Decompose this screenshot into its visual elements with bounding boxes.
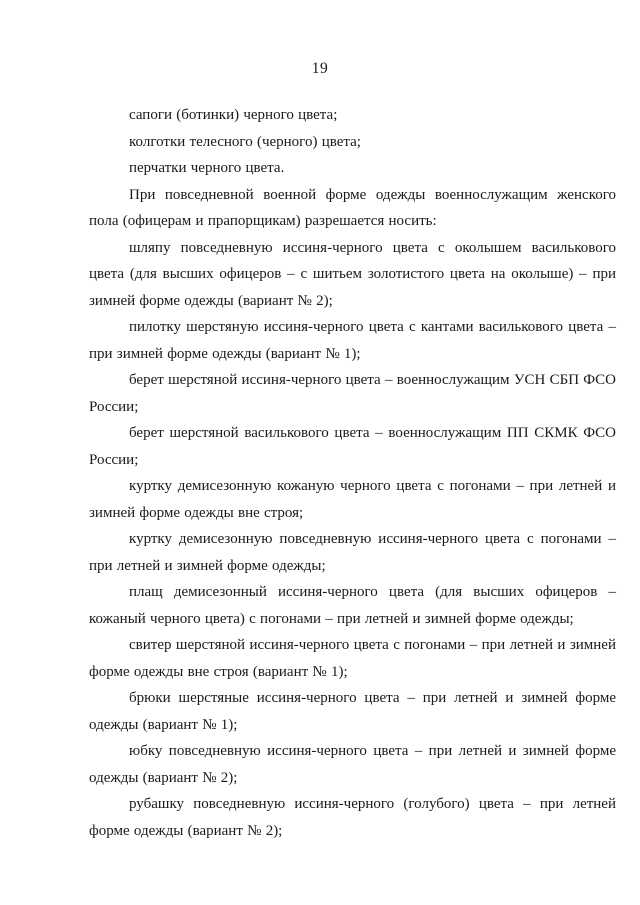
page-number: 19	[311, 60, 329, 77]
list-item-tights: колготки телесного (черного) цвета;	[129, 133, 361, 150]
list-item-beret-cornflower: берет шерстяной василькового цвета – военнослужащим ПП СКМК ФСО России;	[89, 425, 616, 468]
paragraph-intro: При повседневной военной форме одежды военнослужащим женского пола (офицерам и прапорщикам) разрешается носить:	[89, 186, 616, 229]
list-item-leather-jacket: куртку демисезонную кожаную черного цвета с погонами – при летней и зимней форме одежды вне строя;	[89, 478, 616, 521]
document-body	[89, 102, 616, 844]
list-item-shirt: рубашку повседневную иссиня-черного (голубого) цвета – при летней форме одежды (вариант № 2);	[89, 796, 616, 839]
list-item-raincoat: плащ демисезонный иссиня-черного цвета (для высших офицеров – кожаный черного цвета) с погонами – при летней и зимней форме одежды;	[89, 584, 616, 627]
list-item-gloves: перчатки черного цвета.	[129, 160, 285, 176]
list-item-boots: сапоги (ботинки) черного цвета;	[129, 107, 338, 123]
list-item-skirt: юбку повседневную иссиня-черного цвета – при летней и зимней форме одежды (вариант № 2);	[89, 743, 616, 786]
list-item-sweater: свитер шерстяной иссиня-черного цвета с погонами – при летней и зимней форме одежды вне строя (вариант № 1);	[89, 637, 616, 680]
list-item-everyday-jacket: куртку демисезонную повседневную иссиня-черного цвета с погонами – при летней и зимней форме одежды;	[89, 531, 616, 574]
list-item-hat: шляпу повседневную иссиня-черного цвета с околышем василькового цвета (для высших офицеров – с шитьем золотистого цвета на околыше) – при зимней форме одежды (вариант № 2);	[89, 239, 616, 309]
list-item-garrison-cap: пилотку шерстяную иссиня-черного цвета с кантами василькового цвета – при зимней форме одежды (вариант № 1);	[89, 319, 616, 362]
list-item-trousers: брюки шерстяные иссиня-черного цвета – при летней и зимней форме одежды (вариант № 1);	[89, 690, 616, 733]
list-item-beret-black: берет шерстяной иссиня-черного цвета – военнослужащим УСН СБП ФСО России;	[89, 372, 616, 415]
